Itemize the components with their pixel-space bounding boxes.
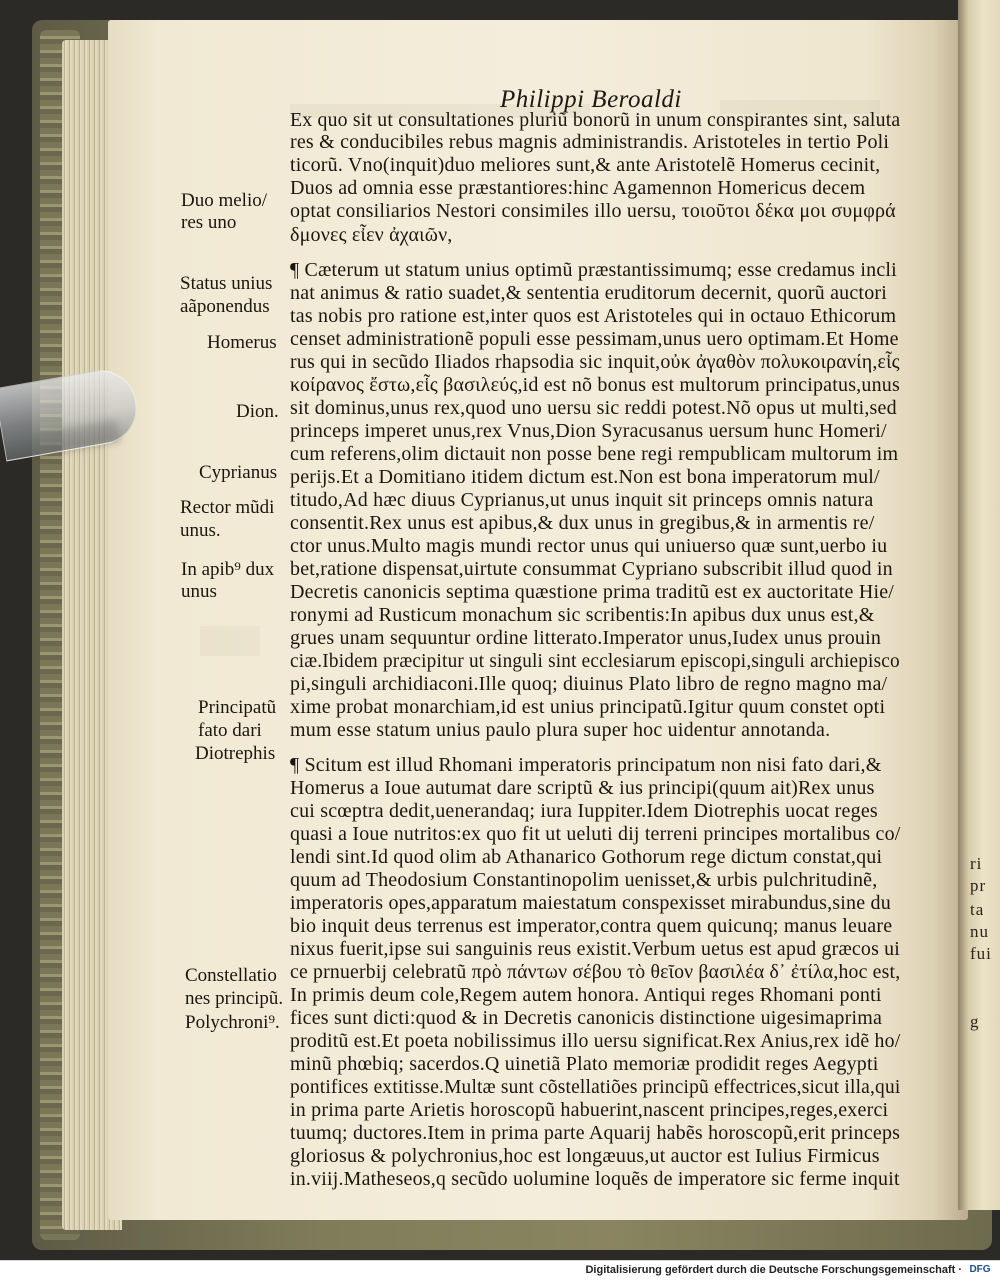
- facing-page-fragment: nu: [970, 922, 989, 941]
- margin-note: Diotrephis: [195, 743, 276, 764]
- text-line: cui scœptra dedit,uenerandaq; iura Iuppiter.Idem Diotrephis uocat reges: [290, 800, 878, 822]
- text-line: ¶ Cæterum ut statum unius optimũ præstantissimumq; esse credamus incli: [290, 259, 897, 281]
- margin-note: unus: [181, 581, 217, 602]
- text-line: κοίρανος ἔστω,εἷς βασιλεύς,id est nõ bonus est multorum principatus,unus: [290, 374, 900, 396]
- text-line: in prima parte Arietis horoscopũ habuerint,nascent principes,reges,exerci: [290, 1099, 889, 1121]
- text-line: cum referens,olim dictauit non posse bene regi rempublicam multorum im: [290, 443, 899, 465]
- margin-note: Duo melio/: [181, 190, 268, 211]
- margin-note: Constellatio: [185, 965, 277, 986]
- text-line: optat consiliarios Nestori consimiles illo uersu, τοιοῦτοι δέκα μοι συμφρά: [290, 200, 896, 222]
- show-through-mark: [200, 626, 260, 656]
- text-line: rus qui in secũdo Iliados rhapsodia sic inquit,οὐκ ἀγαθὸν πολυκοιρανίη,εἷς: [290, 351, 900, 373]
- margin-note: fato dari: [198, 720, 262, 741]
- text-line: nixus fuerit,ipse sui sanguinis reus existit.Verbum uetus est apud græcos ui: [290, 938, 901, 960]
- margin-note: In apib⁹ dux: [181, 559, 275, 580]
- text-line: imperatoris opes,apparatum maiestatum conspexisset mirabundus,sine du: [290, 892, 891, 914]
- text-line: consentit.Rex unus est apibus,& dux unus in gregibus,& in armentis re/: [290, 512, 875, 534]
- facing-page-fragment: fui: [970, 944, 992, 963]
- text-line: δμονες εἶεν ἀχαιῶν,: [290, 224, 453, 246]
- text-line: tas nobis pro ratione est,inter quos est Aristoteles qui in octauo Ethicorum: [290, 305, 897, 327]
- margin-note: Polychroni⁹.: [185, 1012, 280, 1033]
- text-line: titudo,Ad hæc diuus Cyprianus,ut unus inquit sit princeps omnis natura: [290, 489, 874, 511]
- facing-page-fragment: ri: [970, 854, 983, 873]
- text-line: quasi a Ioue nutritos:ex quo fit ut ueluti dij terreni principes mortalibus co/: [290, 823, 901, 845]
- text-line: In primis deum cole,Regem autem honora. Antiqui reges Rhomani ponti: [290, 984, 882, 1006]
- text-line: mum esse statum unius paulo plura super hoc uidentur annotanda.: [290, 719, 831, 741]
- text-line: gloriosus & polychronius,hoc est longæuus,ut auctor est Iulius Firmicus: [290, 1145, 880, 1167]
- text-line: ronymi ad Rusticum monachum sic scribentis:In apibus dux unus est,&: [290, 604, 875, 626]
- text-line: princeps imperet unus,rex Vnus,Dion Syracusanus uersum hunc Homeri/: [290, 420, 887, 442]
- text-line: censet administrationẽ populi esse pessimam,unus uero optimam.Et Home: [290, 328, 899, 350]
- text-line: nat animus & ratio suadet,& sententia eruditorum decernit, quorũ auctori: [290, 282, 888, 304]
- text-line: perijs.Et a Domitiano itidem dictum est.Non est bona imperatorum mul/: [290, 466, 880, 488]
- text-line: pontifices extitisse.Multæ sunt cõstellatiões principũ effectrices,sicut illa,qui: [290, 1076, 901, 1098]
- facing-page-fragment: g: [970, 1012, 980, 1031]
- text-line: xime probat monarchiam,id est unius principatũ.Igitur quum constet opti: [290, 696, 886, 718]
- margin-note: Cyprianus: [199, 462, 278, 483]
- text-line: ctor unus.Multo magis mundi rector unus qui uniuerso quæ sunt,uerbo iu: [290, 535, 888, 557]
- text-line: in.viij.Matheseos,q secũdo uolumine loquẽs de imperatore sic ferme inquit: [290, 1168, 900, 1190]
- running-head-title: Philippi Beroaldi: [500, 86, 682, 113]
- text-line: pi,singuli archidiaconi.Ille quoq; diuinus Plato libro de regno magno ma/: [290, 673, 888, 695]
- margin-note: aãponendus: [180, 296, 270, 317]
- text-line: ticorũ. Vno(inquit)duo meliores sunt,& ante Aristotelẽ Homerus cecinit,: [290, 154, 881, 176]
- text-line: fices sunt dicti:quod & in Decretis canonicis distinctione uigesimaprima: [290, 1007, 883, 1029]
- text-line: Duos ad omnia esse præstantiores:hinc Agamennon Homericus decem: [290, 177, 866, 199]
- margin-note: Rector mũdi: [180, 497, 275, 518]
- margin-note: Principatũ: [198, 697, 277, 718]
- margin-note: Homerus: [207, 332, 277, 353]
- text-line: Homerus a Ioue autumat dare scriptũ & ius principi(quum ait)Rex unus: [290, 777, 875, 799]
- text-line: Ex quo sit ut consultationes pluriũ bonorũ in unum conspirantes sint, saluta: [290, 109, 901, 131]
- facing-page-fragment: ta: [970, 900, 985, 919]
- text-line: bio inquit deus terrenus est imperator,contra quem quicunq; manus leuare: [290, 915, 893, 937]
- text-line: res & conducibiles rebus magnis administrandis. Aristoteles in tertio Poli: [290, 131, 890, 153]
- text-line: ¶ Scitum est illud Rhomani imperatoris principatum non nisi fato dari,&: [290, 754, 882, 776]
- text-line: ciæ.Ibidem præcipitur ut singuli sint ecclesiarum episcopi,singuli archiepisco: [290, 650, 900, 672]
- text-line: Decretis canonicis septima quæstione prima traditũ est ex auctoritate Hie/: [290, 581, 895, 603]
- text-line: minũ phœbiq; sacerdos.Q uinetiã Plato memoriæ prodidit reges Aegypti: [290, 1053, 879, 1075]
- text-line: lendi sint.Id quod olim ab Athanarico Gothorum rege dictum constat,qui: [290, 846, 883, 868]
- text-line: quum ad Theodosium Constantinopolim uenisset,& urbis pulchritudinẽ,: [290, 869, 878, 891]
- funding-credit: Digitalisierung gefördert durch die Deutsche Forschungsgemeinschaft ·: [585, 1264, 962, 1276]
- text-line: grues unam sequuntur ordine litterato.Imperator unus,Iudex unus prouin: [290, 627, 882, 649]
- dfg-logo-icon: DFG: [969, 1264, 991, 1275]
- margin-note: res uno: [181, 212, 237, 233]
- margin-note: nes principũ.: [185, 988, 284, 1009]
- text-line: tuumq; ductores.Item in prima parte Aquarij habẽs horoscopũ,erit princeps: [290, 1122, 901, 1144]
- margin-note: unus.: [180, 520, 221, 541]
- text-line: ce prnuerbij celebratũ πρὸ πάντων σέβου τὸ θεῖον βασιλέα δ᾽ ἐτίλα,hoc est,: [290, 961, 901, 983]
- margin-note: Status unius: [180, 273, 273, 294]
- margin-note: Dion.: [236, 401, 279, 422]
- text-line: proditũ est.Et poeta nobilissimus illo uersu significat.Rex Anius,rex idẽ ho/: [290, 1030, 901, 1052]
- text-line: sit dominus,unus rex,quod uno uersu sic reddi potest.Nõ opus ut multi,sed: [290, 397, 897, 419]
- text-line: bet,ratione dispensat,uirtute consummat Cypriano subscribit illud quod in: [290, 558, 893, 580]
- facing-page-fragment: pr: [970, 876, 987, 895]
